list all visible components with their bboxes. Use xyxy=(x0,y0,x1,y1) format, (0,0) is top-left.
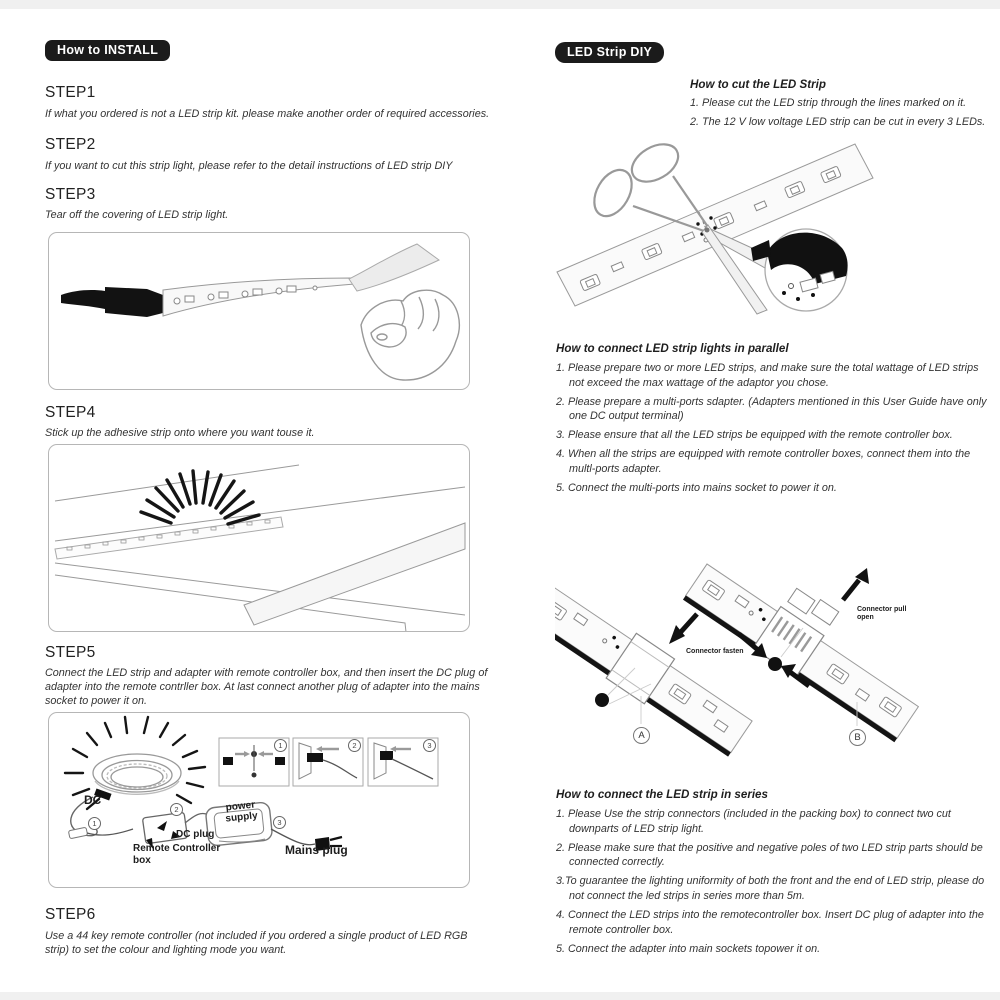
badge-label: How to INSTALL xyxy=(45,40,170,61)
connector-pull-open-label: Connector pull open xyxy=(857,606,907,621)
mains-plug-label: Mains plug xyxy=(285,843,348,857)
wire-remote-to-psu xyxy=(185,813,209,823)
series-heading: How to connect the LED strip in series xyxy=(556,788,768,801)
step3-body: Tear off the covering of LED strip light. xyxy=(45,209,229,221)
adhesive-backing-icon xyxy=(349,244,439,291)
parallel-item: 4. When all the strips are equipped with remote controller boxes, connect them into the multl-ports adapter. xyxy=(556,448,971,476)
series-item: 2. Please make sure that the positive and negative poles of two LED strip parts should be connected correctly. xyxy=(556,841,983,869)
series-item: 3.To guarantee the lighting uniformity of both the front and the end of LED strip, please do not connect the led strips in series more than 5m. xyxy=(556,875,985,902)
series-item: 4. Connect the LED strips into the remotecontroller box. Insert DC plug of adapter into the remote controller box. xyxy=(556,909,984,936)
cut-heading: How to cut the LED Strip xyxy=(690,78,826,91)
series-list xyxy=(556,807,990,961)
diy-section-badge xyxy=(555,42,664,63)
parallel-item: 1. Please prepare two or more LED strips, and make sure the total wattage of LED strips not exceed the max wattage of the adaptor you chose. xyxy=(556,362,979,389)
badge-label: LED Strip DIY xyxy=(555,42,664,63)
parallel-list xyxy=(556,361,990,500)
strip-plug-icon xyxy=(68,827,87,839)
cross-beam-icon xyxy=(244,523,465,625)
cut-list xyxy=(690,96,990,134)
led-strip-icon xyxy=(163,278,355,316)
coiled-strip-icon xyxy=(93,754,181,794)
callout-2: 2 xyxy=(170,803,183,816)
step1-body: If what you ordered is not a LED strip kit. please make another order of required accessories. xyxy=(45,108,490,120)
step4-body: Stick up the adhesive strip onto where you want touse it. xyxy=(45,427,315,439)
callout-1: 1 xyxy=(88,817,101,830)
step1-title: STEP1 xyxy=(45,84,96,101)
inset1-number: 1 xyxy=(274,739,287,752)
shelf-drawing xyxy=(49,445,469,631)
step6-title: STEP6 xyxy=(45,906,96,923)
connector-fasten-label: Connector fasten xyxy=(686,648,744,655)
cut-strip-illustration xyxy=(555,130,985,332)
peel-strip-illustration xyxy=(48,232,470,390)
page-bottom-margin xyxy=(0,992,1000,1000)
step2-title: STEP2 xyxy=(45,136,96,153)
hand-icon xyxy=(361,290,459,380)
arrow-pull-open-icon xyxy=(843,568,869,600)
step6-body: Use a 44 key remote controller (not included if you ordered a single product of LED RGB strip) to set the colour and lighting mode you want. xyxy=(45,930,468,956)
page-top-margin xyxy=(0,0,1000,9)
inset3-number: 3 xyxy=(423,739,436,752)
screw-dot-a xyxy=(595,693,609,707)
step3-title: STEP3 xyxy=(45,186,96,203)
mount-strip-illustration xyxy=(48,444,470,632)
dc-label: DC xyxy=(84,793,102,807)
callout-b: B xyxy=(849,729,866,746)
parallel-item: 3. Please ensure that all the LED strips be equipped with the remote controller box. xyxy=(556,429,953,442)
connector-illustration xyxy=(555,556,985,764)
step4-title: STEP4 xyxy=(45,404,96,421)
arrow-fasten-icon xyxy=(669,614,697,644)
callout-a: A xyxy=(633,727,650,744)
step2-body: If you want to cut this strip light, please refer to the detail instructions of LED strip DIY xyxy=(45,160,453,172)
parallel-item: 5. Connect the multi-ports into mains socket to power it on. xyxy=(556,482,837,495)
inset2-number: 2 xyxy=(348,739,361,752)
series-item: 1. Please Use the strip connectors (included in the packing box) to connect two cut downparts of LED strip light. xyxy=(556,808,951,835)
install-section-badge xyxy=(45,40,170,61)
dc-plug-label: DC plug xyxy=(176,829,215,840)
dc-wire-icon xyxy=(61,287,163,317)
peel-strip-drawing xyxy=(49,233,469,389)
cut-item: 1. Please cut the LED strip through the lines marked on it. xyxy=(690,97,967,109)
callout-3: 3 xyxy=(273,816,286,829)
magnifier-detail-icon xyxy=(751,229,848,311)
cut-strip-drawing xyxy=(555,130,985,332)
screw-dot-b xyxy=(768,657,782,671)
step5-title: STEP5 xyxy=(45,644,96,661)
cut-item: 2. The 12 V low voltage LED strip can be cut in every 3 LEDs. xyxy=(690,116,986,129)
connector-drawing xyxy=(555,556,985,764)
parallel-heading: How to connect LED strip lights in parallel xyxy=(556,342,789,355)
series-item: 5. Connect the adapter into main sockets topower it on. xyxy=(556,942,821,955)
parallel-item: 2. Please prepare a multi-ports sdapter. (Adapters mentioned in this User Guide have only one DC output terminal) xyxy=(556,395,987,423)
remote-controller-box-label: Remote Controller box xyxy=(133,843,221,866)
power-supply-label: power supply xyxy=(224,799,259,825)
step5-body: Connect the LED strip and adapter with remote controller box, and then insert the DC plug of adapter into the remote contrller box. At last connect another plug of adapter into the mains socket to power it on. xyxy=(45,667,488,707)
